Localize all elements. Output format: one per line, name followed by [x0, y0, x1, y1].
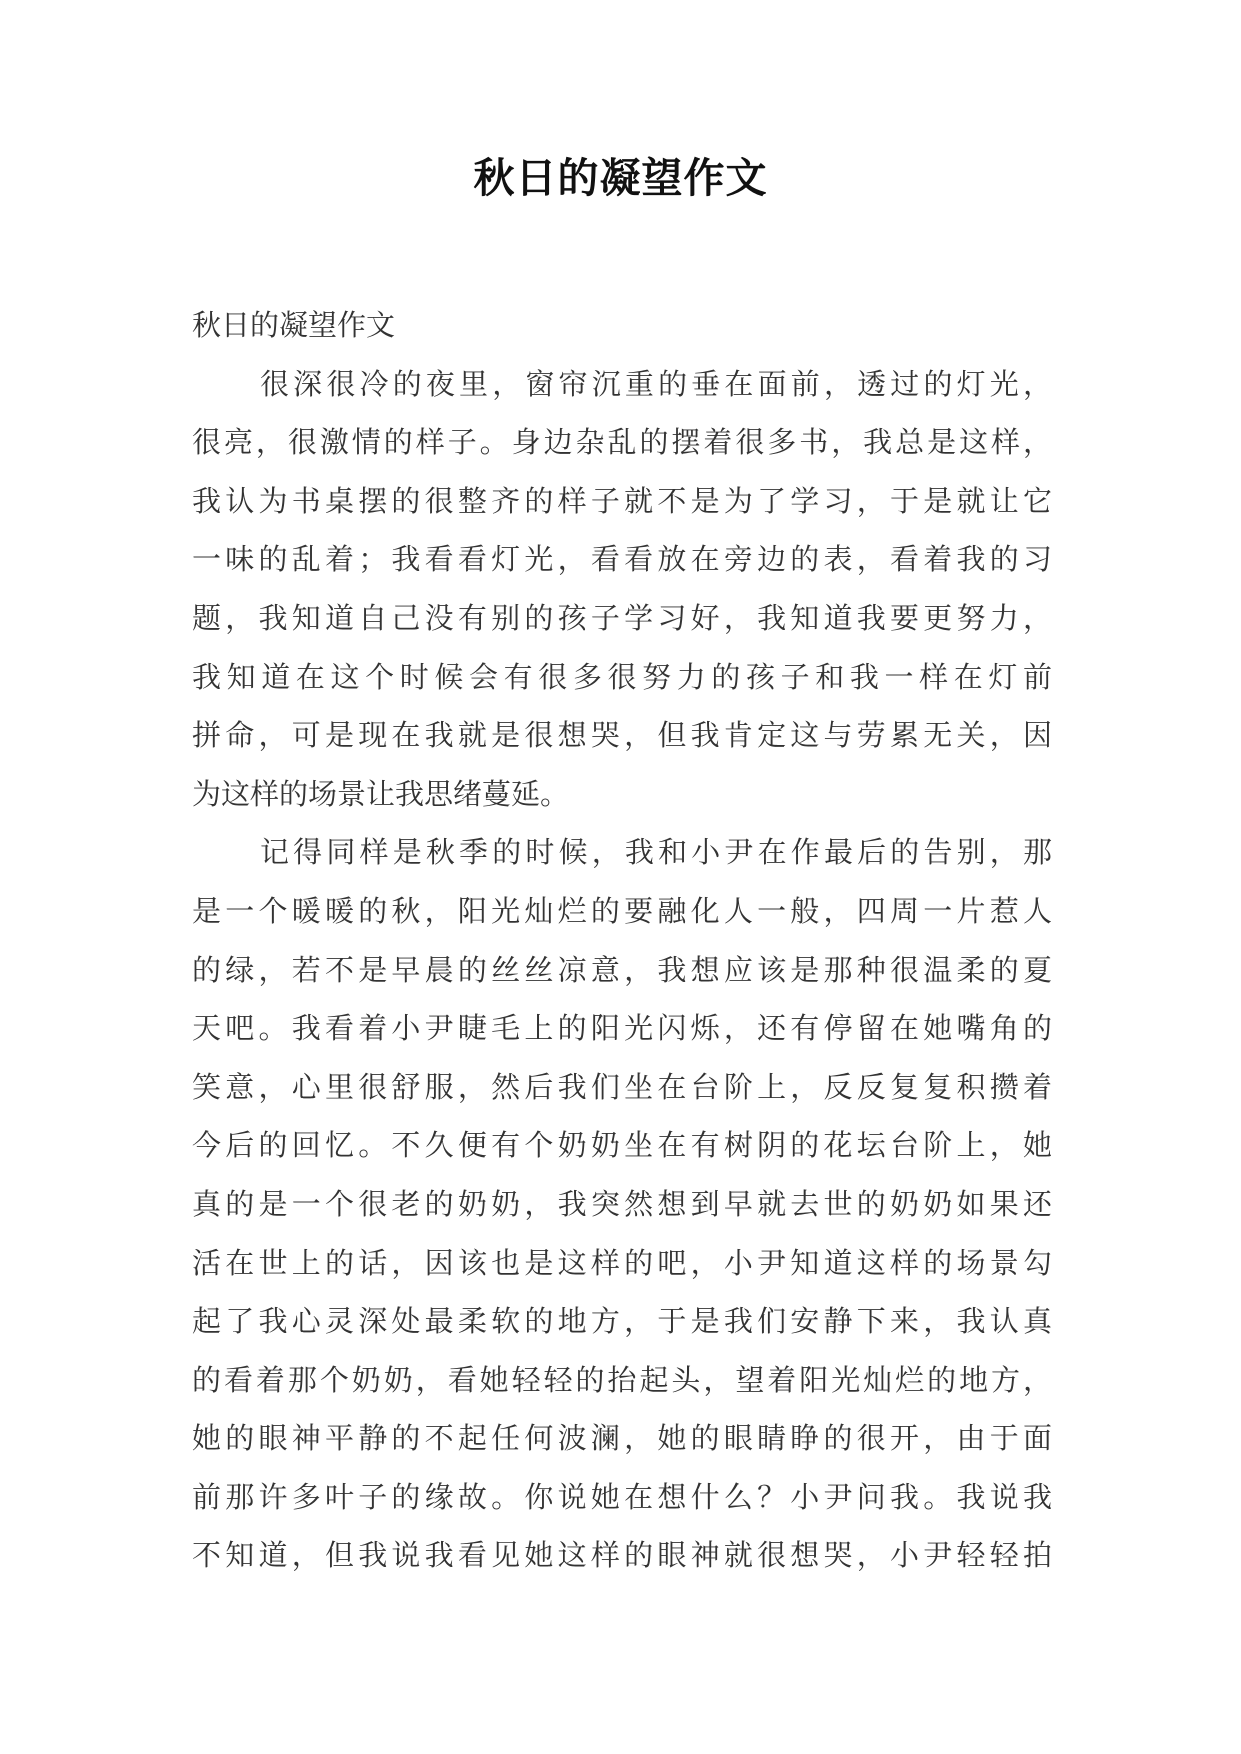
- paragraph-1-line: 很深很冷的夜里，窗帘沉重的垂在面前，透过的灯光，: [260, 366, 1052, 401]
- paragraph-1-line: 为这样的场景让我思绪蔓延。: [192, 776, 570, 811]
- paragraph-2-line: 的看着那个奶奶，看她轻轻的抬起头，望着阳光灿烂的地方，: [192, 1362, 1052, 1397]
- paragraph-2-line: 记得同样是秋季的时候，我和小尹在作最后的告别，那: [260, 835, 1052, 870]
- paragraph-2-line: 她的眼神平静的不起任何波澜，她的眼睛睁的很开，由于面: [192, 1421, 1052, 1456]
- document-title: 秋日的凝望作文: [473, 154, 768, 202]
- paragraph-1-line: 一味的乱着；我看看灯光，看看放在旁边的表，看着我的习: [192, 542, 1052, 577]
- paragraph-1-line: 拼命，可是现在我就是很想哭，但我肯定这与劳累无关，因: [192, 718, 1052, 753]
- paragraph-2-line: 今后的回忆。不久便有个奶奶坐在有树阴的花坛台阶上，她: [192, 1128, 1052, 1163]
- paragraph-2-line: 起了我心灵深处最柔软的地方，于是我们安静下来，我认真: [192, 1304, 1052, 1339]
- paragraph-1-line: 我知道在这个时候会有很多很努力的孩子和我一样在灯前: [192, 659, 1052, 694]
- paragraph-2-line: 天吧。我看着小尹睫毛上的阳光闪烁，还有停留在她嘴角的: [192, 1011, 1052, 1046]
- paragraph-1-line: 题，我知道自己没有别的孩子学习好，我知道我要更努力，: [192, 600, 1052, 635]
- paragraph-2-line: 前那许多叶子的缘故。你说她在想什么？小尹问我。我说我: [192, 1479, 1052, 1514]
- document-body: [192, 296, 1052, 1585]
- paragraph-2-line: 活在世上的话，因该也是这样的吧，小尹知道这样的场景勾: [192, 1245, 1052, 1280]
- paragraph-2-line: 的绿，若不是早晨的丝丝凉意，我想应该是那种很温柔的夏: [192, 952, 1052, 987]
- paragraph-2-line: 不知道，但我说我看见她这样的眼神就很想哭，小尹轻轻拍: [192, 1538, 1052, 1573]
- paragraph-1-line: 很亮，很激情的样子。身边杂乱的摆着很多书，我总是这样，: [192, 425, 1052, 460]
- paragraph-2-line: 真的是一个很老的奶奶，我突然想到早就去世的奶奶如果还: [192, 1186, 1052, 1221]
- paragraph-2-line: 是一个暖暖的秋，阳光灿烂的要融化人一般，四周一片惹人: [192, 893, 1052, 928]
- body-subtitle: 秋日的凝望作文: [192, 308, 396, 342]
- paragraph-2-line: 笑意，心里很舒服，然后我们坐在台阶上，反反复复积攒着: [192, 1069, 1052, 1104]
- paragraph-1-line: 我认为书桌摆的很整齐的样子就不是为了学习，于是就让它: [192, 483, 1052, 518]
